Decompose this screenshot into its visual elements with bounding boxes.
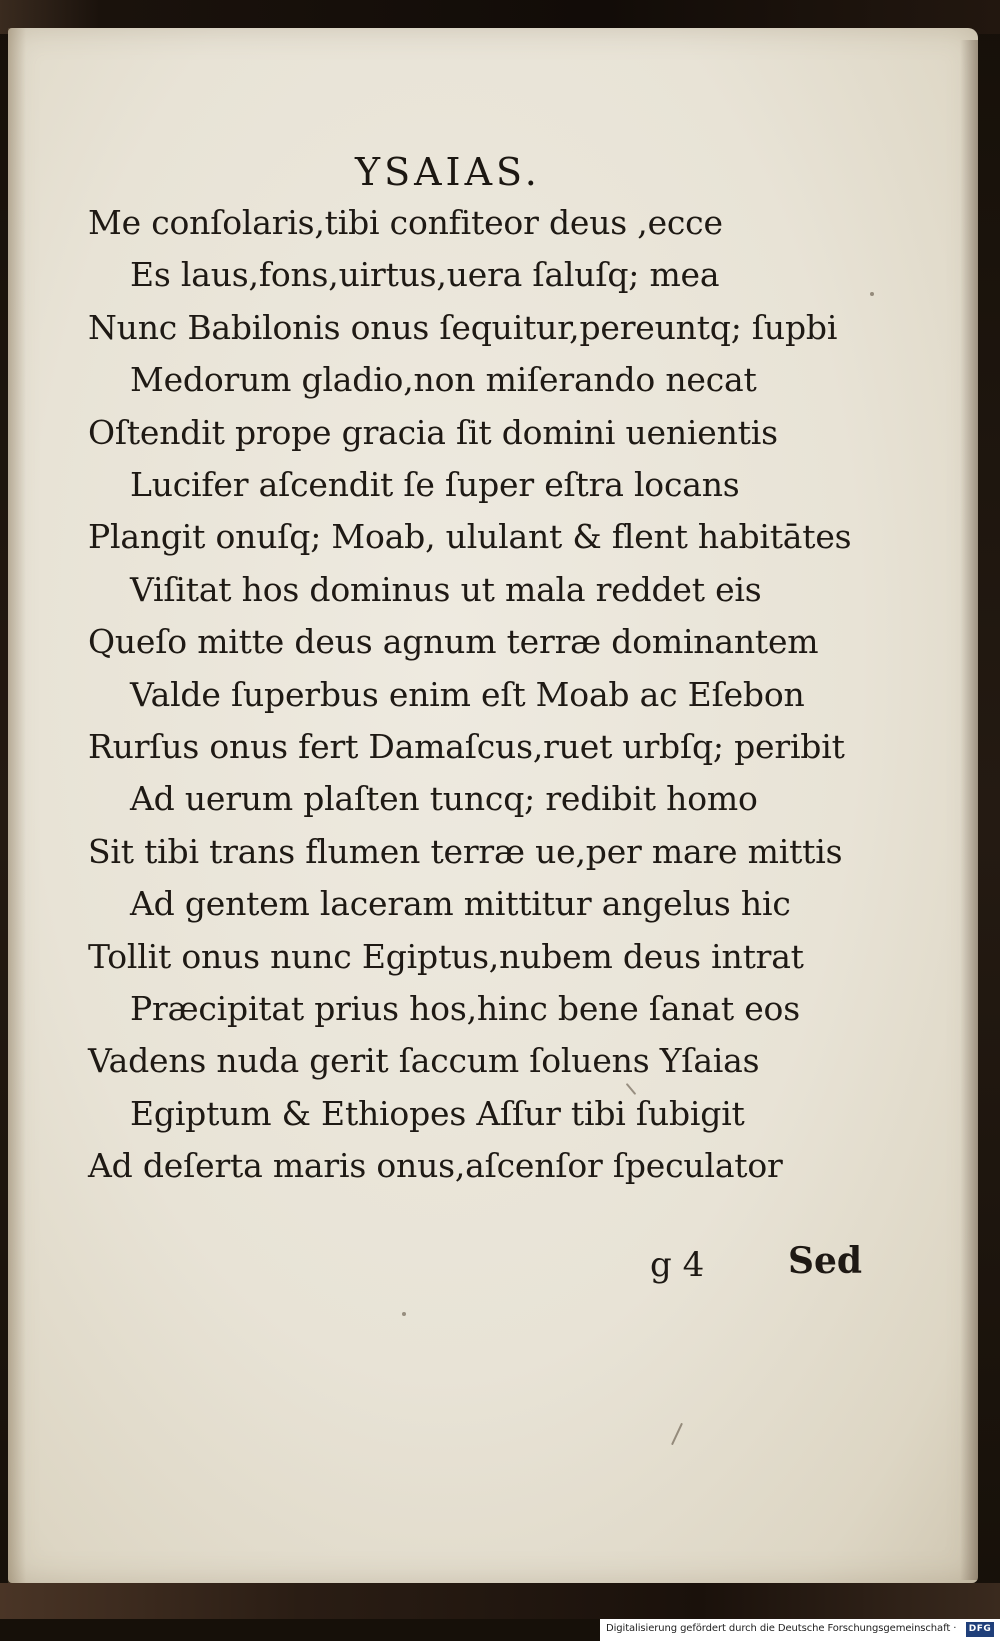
verse-line: Medorum gladio,non miſerando necat [130, 360, 757, 399]
verse-line: Nunc Babilonis onus ſequitur,pereuntq; ſupbi [88, 308, 838, 347]
verse-line: Tollit onus nunc Egiptus,nubem deus intrat [88, 937, 804, 976]
running-head: YSAIAS. [355, 150, 541, 194]
verse-line: Vadens nuda gerit ſaccum ſoluens Yſaias [88, 1041, 760, 1080]
verse-line: Valde ſuperbus enim eſt Moab ac Eſebon [130, 675, 805, 714]
verse-line: Lucifer aſcendit ſe ſuper eſtra locans [130, 465, 740, 504]
verse-line: Præcipitat prius hos,hinc bene ſanat eos [130, 989, 800, 1028]
verse-line: Ad deſerta maris onus,aſcenſor ſpeculator [88, 1146, 783, 1185]
verse-line: Me conſolaris,tibi confiteor deus ,ecce [88, 203, 723, 242]
verse-line: Queſo mitte deus agnum terræ dominantem [88, 622, 819, 661]
dfg-logo-icon: DFG [966, 1622, 994, 1637]
verse-line: Ad uerum plaſten tuncq; redibit homo [130, 779, 758, 818]
verse-line: Ad gentem laceram mittitur angelus hic [130, 884, 791, 923]
verse-line: Rurſus onus fert Damaſcus,ruet urbſq; peribit [88, 727, 845, 766]
footer-credit: Digitalisierung gefördert durch die Deutsche Forschungsgemeinschaft · [606, 1623, 957, 1634]
verse-line: Viſitat hos dominus ut mala reddet eis [130, 570, 762, 609]
verse-line: Oſtendit prope gracia ſit domini uenientis [88, 413, 778, 452]
ink-speck [402, 1312, 406, 1316]
book-bottom-edge [0, 1583, 1000, 1619]
signature-mark: g 4 [650, 1245, 705, 1285]
verse-line: Egiptum & Ethiopes Aſſur tibi ſubigit [130, 1094, 745, 1133]
catchword: Sed [788, 1240, 863, 1282]
verse-line: Es laus,fons,uirtus,uera ſaluſq; mea [130, 255, 720, 294]
verse-line: Sit tibi trans flumen terræ ue,per mare mittis [88, 832, 843, 871]
verse-line: Plangit onuſq; Moab, ululant & flent habitātes [88, 517, 852, 556]
